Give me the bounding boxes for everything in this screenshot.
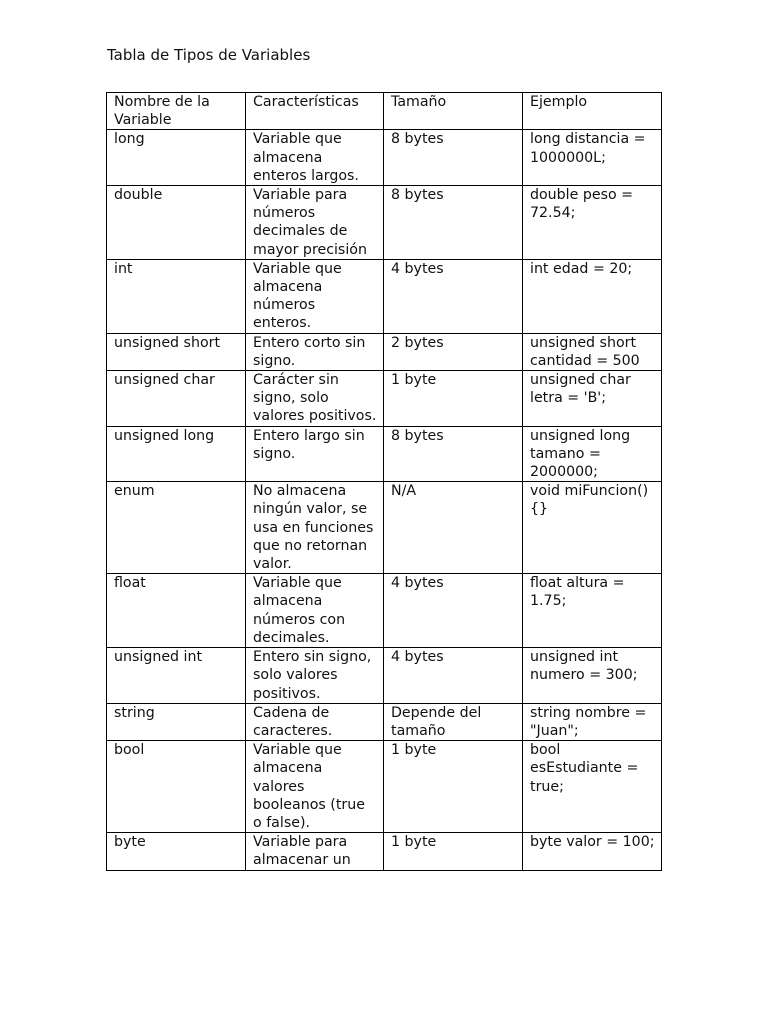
- cell-variable-name: unsigned short: [107, 333, 246, 370]
- table-row: [107, 574, 662, 648]
- document-title: Tabla de Tipos de Variables: [107, 46, 311, 64]
- cell-example: int edad = 20;: [523, 259, 662, 333]
- cell-size: N/A: [384, 482, 523, 574]
- cell-characteristics: Variable para números decimales de mayor precisión: [246, 186, 384, 260]
- table-row: [107, 833, 662, 870]
- cell-variable-name: int: [107, 259, 246, 333]
- table-header-row: [107, 93, 662, 130]
- cell-size: 1 byte: [384, 833, 523, 870]
- table-row: [107, 371, 662, 427]
- cell-variable-name: double: [107, 186, 246, 260]
- cell-example: unsigned char letra = 'B';: [523, 371, 662, 427]
- cell-characteristics: No almacena ningún valor, se usa en funciones que no retornan valor.: [246, 482, 384, 574]
- table-row: [107, 333, 662, 370]
- cell-size: 2 bytes: [384, 333, 523, 370]
- cell-example: unsigned long tamano = 2000000;: [523, 426, 662, 482]
- cell-size: 4 bytes: [384, 574, 523, 648]
- cell-variable-name: long: [107, 130, 246, 186]
- table-row: [107, 259, 662, 333]
- cell-example: unsigned short cantidad = 500: [523, 333, 662, 370]
- variable-types-table: [106, 92, 662, 871]
- cell-example: long distancia = 1000000L;: [523, 130, 662, 186]
- table-row: [107, 482, 662, 574]
- table-row: [107, 741, 662, 833]
- cell-example: double peso = 72.54;: [523, 186, 662, 260]
- cell-characteristics: Entero corto sin signo.: [246, 333, 384, 370]
- cell-variable-name: string: [107, 703, 246, 740]
- cell-characteristics: Entero sin signo, solo valores positivos.: [246, 648, 384, 704]
- cell-example: string nombre = "Juan";: [523, 703, 662, 740]
- cell-variable-name: unsigned char: [107, 371, 246, 427]
- table-row: [107, 703, 662, 740]
- cell-variable-name: unsigned long: [107, 426, 246, 482]
- header-characteristics: Características: [246, 93, 384, 130]
- cell-size: 1 byte: [384, 371, 523, 427]
- table-row: [107, 648, 662, 704]
- cell-size: 1 byte: [384, 741, 523, 833]
- header-variable-name: Nombre de la Variable: [107, 93, 246, 130]
- cell-characteristics: Entero largo sin signo.: [246, 426, 384, 482]
- cell-variable-name: byte: [107, 833, 246, 870]
- cell-characteristics: Variable que almacena números enteros.: [246, 259, 384, 333]
- cell-example: float altura = 1.75;: [523, 574, 662, 648]
- cell-variable-name: unsigned int: [107, 648, 246, 704]
- cell-size: 4 bytes: [384, 259, 523, 333]
- table-row: [107, 130, 662, 186]
- header-example: Ejemplo: [523, 93, 662, 130]
- cell-characteristics: Variable que almacena enteros largos.: [246, 130, 384, 186]
- cell-size: 8 bytes: [384, 130, 523, 186]
- cell-example: bool esEstudiante = true;: [523, 741, 662, 833]
- table-row: [107, 186, 662, 260]
- cell-characteristics: Cadena de caracteres.: [246, 703, 384, 740]
- cell-example: void miFuncion() {}: [523, 482, 662, 574]
- cell-variable-name: bool: [107, 741, 246, 833]
- cell-example: unsigned int numero = 300;: [523, 648, 662, 704]
- cell-characteristics: Variable para almacenar un: [246, 833, 384, 870]
- cell-variable-name: enum: [107, 482, 246, 574]
- cell-characteristics: Variable que almacena valores booleanos (true o false).: [246, 741, 384, 833]
- cell-characteristics: Carácter sin signo, solo valores positivos.: [246, 371, 384, 427]
- cell-variable-name: float: [107, 574, 246, 648]
- cell-size: 8 bytes: [384, 186, 523, 260]
- cell-characteristics: Variable que almacena números con decimales.: [246, 574, 384, 648]
- header-size: Tamaño: [384, 93, 523, 130]
- cell-size: 4 bytes: [384, 648, 523, 704]
- cell-size: 8 bytes: [384, 426, 523, 482]
- table-body: [107, 130, 662, 870]
- cell-example: byte valor = 100;: [523, 833, 662, 870]
- table-row: [107, 426, 662, 482]
- cell-size: Depende del tamaño: [384, 703, 523, 740]
